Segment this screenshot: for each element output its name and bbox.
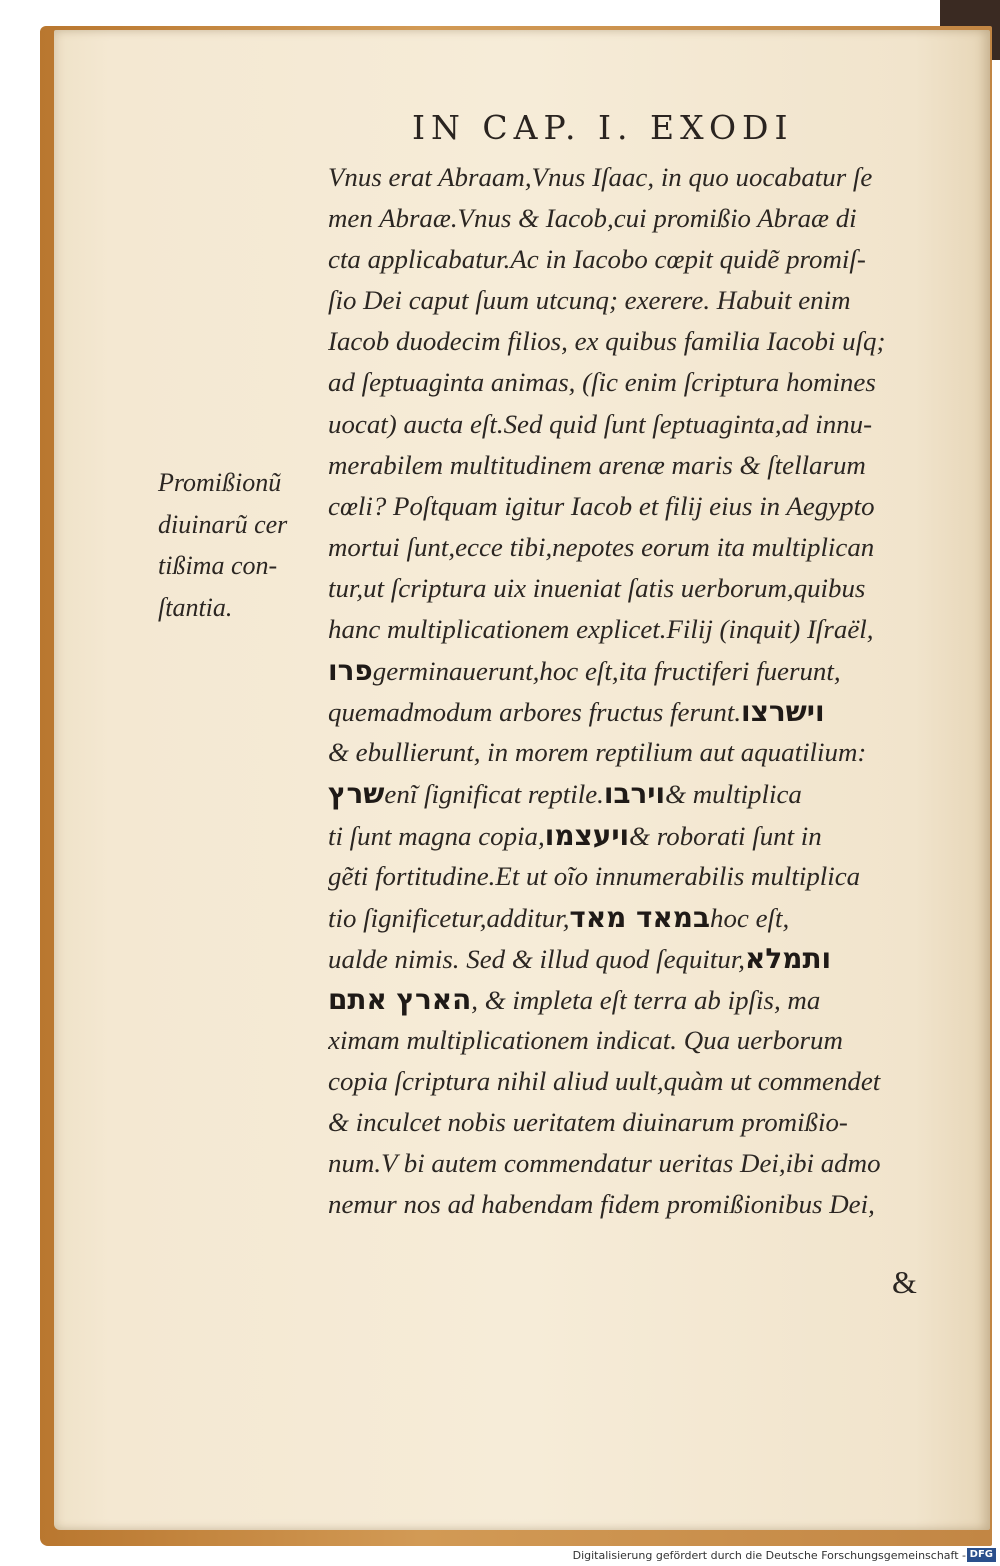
dfg-logo: DFG (967, 1548, 996, 1562)
text-line (328, 856, 948, 897)
text-line (328, 321, 948, 362)
latin-text: Iacob duodecim filios, ex quibus familia Iacobi uſq; (328, 326, 886, 357)
latin-text: uocat) aucta eſt.Sed quid ſunt ſeptuaginta,ad innu- (328, 408, 873, 439)
latin-text: , & impleta eſt terra ab ipſis, ma (471, 984, 821, 1015)
text-line (328, 1143, 948, 1184)
body-text (328, 157, 948, 1225)
margin-note-line: diuinarũ cer (158, 509, 288, 539)
text-line (328, 157, 948, 198)
catchword: & (892, 1264, 917, 1300)
text-line (328, 1184, 948, 1225)
text-line (328, 198, 948, 239)
hebrew-word: במאד מאד (569, 900, 710, 934)
latin-text: & ebullierunt, in morem reptilium aut aquatilium: (328, 737, 867, 768)
latin-text: quemadmodum arbores fructus ferunt. (328, 697, 742, 728)
text-line (328, 691, 948, 732)
text-line (328, 650, 948, 691)
latin-text: cta applicabatur.Ac in Iacobo cœpit quidẽ promiſ- (328, 244, 866, 275)
text-line (328, 362, 948, 403)
text-line (328, 897, 948, 938)
latin-text: tio ſignificetur,additur, (328, 902, 570, 933)
text-line (328, 1020, 948, 1061)
text-line (328, 773, 948, 814)
latin-text: ti ſunt magna copia, (328, 820, 545, 851)
latin-text: & inculcet nobis ueritatem diuinarum promißio- (328, 1107, 848, 1138)
latin-text: ſio Dei caput ſuum utcunq; exerere. Habuit enim (328, 285, 851, 316)
latin-text: hoc eſt, (710, 902, 790, 933)
latin-text: ualde nimis. Sed & illud quod ſequitur, (328, 943, 746, 974)
text-line (328, 609, 948, 650)
text-line (328, 445, 948, 486)
hebrew-word: הארץ אתם (328, 982, 472, 1016)
hebrew-word: שרץ (328, 777, 385, 811)
hebrew-word: ויעצמו (544, 818, 630, 852)
text-line (328, 1061, 948, 1102)
text-line (328, 280, 948, 321)
latin-text: hanc multiplicationem explicet.Filij (inquit) Iſraël, (328, 614, 874, 645)
text-line (328, 527, 948, 568)
latin-text: enĩ ſignificat reptile. (384, 779, 604, 810)
latin-text: germinauerunt,hoc eſt,ita fructiferi fuerunt, (372, 656, 841, 687)
hebrew-word: ותמלא (745, 941, 832, 975)
text-line (328, 404, 948, 445)
hebrew-word: וישרצו (741, 695, 825, 729)
margin-note-line: tißima con- (158, 551, 278, 580)
latin-text: cœli? Poſtquam igitur Iacob et filij eius in Aegypto (328, 490, 875, 521)
footer-credit: Digitalisierung gefördert durch die Deutsche Forschungsgemeinschaft - (572, 1549, 966, 1562)
text-line (328, 486, 948, 527)
margin-note-line: ſtantia. (158, 592, 233, 622)
text-line (328, 568, 948, 609)
latin-text: tur,ut ſcriptura uix inueniat ſatis uerborum,quibus (328, 572, 866, 603)
latin-text: copia ſcriptura nihil aliud uult,quàm ut commendet (328, 1066, 881, 1097)
text-line (328, 732, 948, 773)
latin-text: merabilem multitudinem arenæ maris & ſtellarum (328, 449, 866, 480)
hebrew-word: פרו (328, 654, 373, 688)
latin-text: men Abraæ.Vnus & Iacob,cui promißio Abraæ di (328, 203, 857, 234)
text-line (328, 815, 948, 856)
latin-text: nemur nos ad habendam fidem promißionibus Dei, (328, 1189, 875, 1220)
latin-text: Vnus erat Abraam,Vnus Iſaac, in quo uocabatur ſe (328, 162, 873, 192)
latin-text: gẽti fortitudine.Et ut oĩo innumerabilis multiplica (328, 860, 861, 891)
latin-text: ximam multiplicationem indicat. Qua uerborum (328, 1024, 843, 1055)
latin-text: mortui ſunt,ecce tibi,nepotes eorum ita multiplican (328, 531, 875, 562)
margin-note-line: Promißionũ (158, 468, 282, 497)
hebrew-word: וירבו (603, 777, 666, 811)
latin-text: num.V bi autem commendatur ueritas Dei,ibi admo (328, 1148, 881, 1179)
text-line (328, 1102, 948, 1143)
margin-note (158, 462, 324, 628)
text-line (328, 938, 948, 979)
text-line (328, 239, 948, 280)
text-line (328, 979, 948, 1020)
latin-text: & roborati ſunt in (629, 820, 822, 851)
latin-text: ad ſeptuaginta animas, (ſic enim ſcriptura homines (328, 367, 876, 398)
running-head: IN CAP. I. EXODI (412, 108, 794, 147)
latin-text: & multiplica (665, 779, 802, 810)
